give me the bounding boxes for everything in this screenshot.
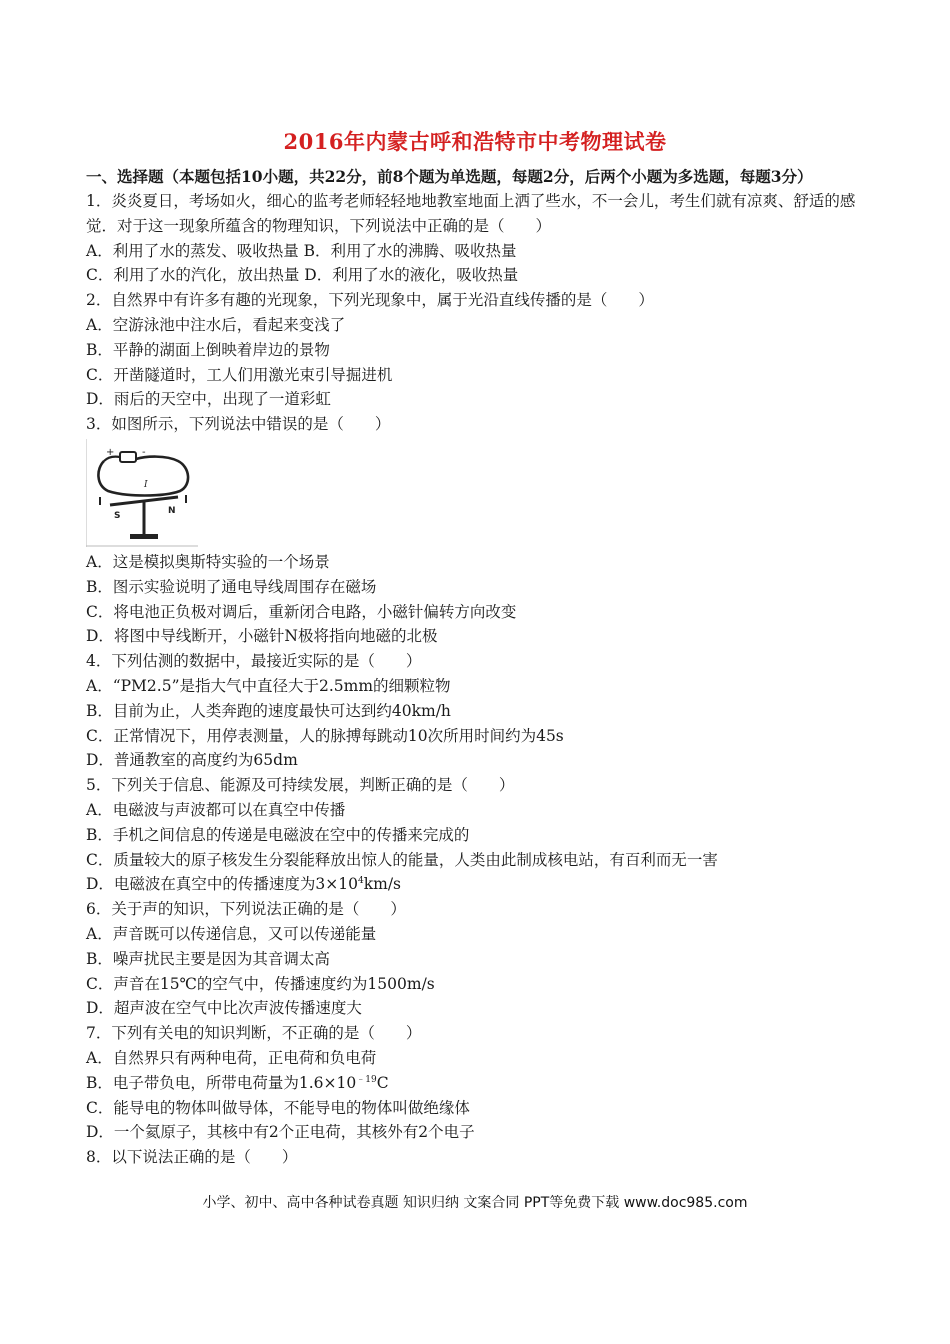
question-4-stem: 4．下列估测的数据中，最接近实际的是（ ） bbox=[86, 652, 422, 671]
question-2-option-c: C．开凿隧道时，工人们用激光束引导掘进机 bbox=[86, 365, 393, 384]
question-3-option-d: D．将图中导线断开，小磁针N极将指向地磁的北极 bbox=[86, 627, 438, 646]
question-7-stem: 7．下列有关电的知识判断，不正确的是（ ） bbox=[86, 1024, 422, 1043]
question-6-option-a: A．声音既可以传递信息，又可以传递能量 bbox=[86, 924, 377, 943]
question-3-stem: 3．如图所示，下列说法中错误的是（ ） bbox=[86, 415, 391, 434]
page-footer: 小学、初中、高中各种试卷真题 知识归纳 文案合同 PPT等免费下载 www.doc985.com bbox=[202, 1195, 748, 1211]
question-5-option-d bbox=[86, 872, 876, 897]
question-1-options-ab: A．利用了水的蒸发、吸收热量 B．利用了水的沸腾、吸收热量 bbox=[86, 241, 517, 260]
page-title: 2016年内蒙古呼和浩特市中考物理试卷 bbox=[283, 129, 667, 154]
question-7-option-b bbox=[86, 1071, 876, 1096]
question-2-option-b: B．平静的湖面上倒映着岸边的景物 bbox=[86, 340, 330, 359]
north-pole-label: N bbox=[168, 505, 176, 516]
question-4-option-a: A．“PM2.5”是指大气中直径大于2.5mm的细颗粒物 bbox=[86, 676, 451, 695]
q5-d-unit: km/s bbox=[363, 875, 402, 894]
question-3-option-c: C．将电池正负极对调后，重新闭合电路，小磁针偏转方向改变 bbox=[86, 602, 517, 621]
question-2-stem: 2．自然界中有许多有趣的光现象，下列光现象中，属于光沿直线传播的是（ ） bbox=[86, 291, 654, 310]
question-5-option-a: A．电磁波与声波都可以在真空中传播 bbox=[86, 800, 346, 819]
question-4-option-d: D．普通教室的高度约为65dm bbox=[86, 751, 298, 770]
question-7-option-c: C．能导电的物体叫做导体，不能导电的物体叫做绝缘体 bbox=[86, 1098, 470, 1117]
oersted-experiment-figure bbox=[86, 439, 198, 547]
question-3-option-a: A．这是模拟奥斯特实验的一个场景 bbox=[86, 552, 330, 571]
question-4-option-c: C．正常情况下，用停表测量，人的脉搏每跳动10次所用时间约为45s bbox=[86, 726, 564, 745]
question-5-option-b: B．手机之间信息的传递是电磁波在空中的传播来完成的 bbox=[86, 825, 470, 844]
question-5-option-c: C．质量较大的原子核发生分裂能释放出惊人的能量，人类由此制成核电站，有百利而无一害 bbox=[86, 850, 718, 869]
question-2-option-a: A．空游泳池中注水后，看起来变浅了 bbox=[86, 315, 346, 334]
question-4-option-b: B．目前为止，人类奔跑的速度最快可达到约40km/h bbox=[86, 701, 451, 720]
question-1-options-cd: C．利用了水的汽化，放出热量 D．利用了水的液化，吸收热量 bbox=[86, 266, 519, 285]
svg-text:-: - bbox=[142, 446, 146, 458]
q5-d-text: D．电磁波在真空中的传播速度为3×10 bbox=[86, 875, 359, 894]
question-8-stem: 8．以下说法正确的是（ ） bbox=[86, 1148, 298, 1167]
question-7-option-a: A．自然界只有两种电荷，正电荷和负电荷 bbox=[86, 1048, 377, 1067]
oersted-diagram bbox=[86, 439, 198, 547]
question-7-option-d: D．一个氦原子，其核中有2个正电荷，其核外有2个电子 bbox=[86, 1123, 475, 1142]
battery-icon bbox=[120, 452, 136, 462]
question-6-option-d: D．超声波在空气中比次声波传播速度大 bbox=[86, 999, 362, 1018]
q7-b-unit: C bbox=[376, 1073, 389, 1092]
section-heading: 一、选择题（本题包括10小题，共22分，前8个题为单选题，每题2分，后两个小题为多选题，每题3分） bbox=[86, 167, 813, 186]
q7-b-text: B．电子带负电，所带电荷量为1.6×10 bbox=[86, 1073, 357, 1092]
question-6-stem: 6．关于声的知识，下列说法正确的是（ ） bbox=[86, 900, 406, 919]
question-1-stem: 1．炎炎夏日，考场如火，细心的监考老师轻轻地地教室地面上洒了些水，不一会儿，考生们就有凉爽、舒适的感觉．对于这一现象所蕴含的物理知识，下列说法中正确的是（ ） bbox=[86, 192, 856, 235]
q7-b-exponent: ﹣19 bbox=[356, 1074, 377, 1085]
svg-text:+: + bbox=[106, 446, 115, 458]
stand-base bbox=[130, 534, 158, 539]
q5-d-exponent: 4 bbox=[358, 876, 364, 887]
question-6-option-b: B．噪声扰民主要是因为其音调太高 bbox=[86, 949, 330, 968]
question-5-stem: 5．下列关于信息、能源及可持续发展，判断正确的是（ ） bbox=[86, 776, 515, 795]
current-label: I bbox=[144, 479, 148, 490]
question-2-option-d: D．雨后的天空中，出现了一道彩虹 bbox=[86, 390, 331, 409]
question-3-option-b: B．图示实验说明了通电导线周围存在磁场 bbox=[86, 577, 377, 596]
exam-content bbox=[86, 164, 876, 1170]
south-pole-label: S bbox=[114, 510, 121, 521]
question-6-option-c: C．声音在15℃的空气中，传播速度约为1500m/s bbox=[86, 974, 435, 993]
